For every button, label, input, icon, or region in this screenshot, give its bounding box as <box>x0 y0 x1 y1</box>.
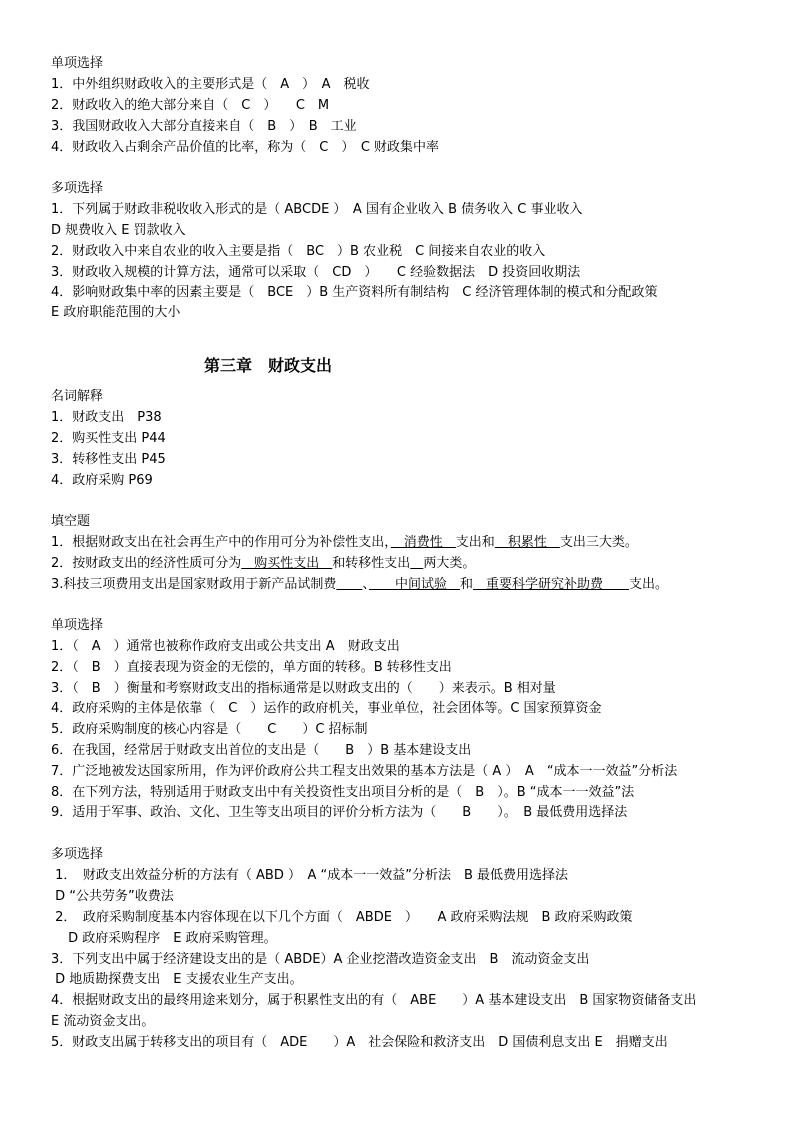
term-line: 1．财政支出 P38 <box>51 410 162 425</box>
blank-answer: 消费性 <box>390 535 456 550</box>
question-line: 9．适用于军事、政治、文化、卫生等支出项目的评价分析方法为（ B ）。 B 最低费用选择法 <box>51 805 628 820</box>
question-line: 3．我国财政收入大部分直接来自（ B ） B 工业 <box>51 119 357 134</box>
question-line: D 地质勘探费支出 E 支援农业生产支出。 <box>51 972 303 987</box>
question-line: 1．下列属于财政非税收收入形式的是（ ABCDE ） A 国有企业收入 B 债务收入 C 事业收入 <box>51 202 583 217</box>
fill-blank-line: 3.科技三项费用支出是国家财政用于新产品试制费 、 中间试验 和 重要科学研究补助费 支出。 <box>51 577 668 592</box>
section-heading: 单项选择 <box>51 56 104 71</box>
question-line: 5．政府采购制度的核心内容是（ C ）C 招标制 <box>51 722 368 737</box>
question-line: E 流动资金支出。 <box>51 1014 155 1029</box>
section-heading: 单项选择 <box>51 618 104 633</box>
section-heading: 多项选择 <box>51 847 104 862</box>
question-line: D “公共劳务”收费法 <box>51 889 174 904</box>
question-line: 4．影响财政集中率的因素主要是（ BCE ）B 生产资料所有制结构 C 经济管理体制的模式和分配政策 <box>51 285 658 300</box>
blank-answer: 购买性支出 <box>241 556 333 571</box>
question-line: 3．（ B ）衡量和考察财政支出的指标通常是以财政支出的（ ）来表示。B 相对量 <box>51 681 556 696</box>
blank-answer <box>410 556 423 571</box>
question-line: 3．财政收入规模的计算方法，通常可以采取（ CD ） C 经验数据法 D 投资回收期法 <box>51 265 581 280</box>
question-line: 1．（ A ）通常也被称作政府支出或公共支出 A 财政支出 <box>51 639 400 654</box>
fill-blank-line: 2．按财政支出的经济性质可分为 购买性支出 和转移性支出 两大类。 <box>51 556 476 571</box>
question-line: 1． 财政支出效益分析的方法有（ ABD ） A “成本一一效益”分析法 B 最低费用选择法 <box>51 868 569 883</box>
question-line: 3．下列支出中属于经济建设支出的是（ ABDE）A 企业挖潜改造资金支出 B 流动资金支出 <box>51 952 590 967</box>
term-line: 3．转移性支出 P45 <box>51 452 166 467</box>
blank-answer: 积累性 <box>494 535 560 550</box>
term-line: 4．政府采购 P69 <box>51 473 153 488</box>
question-line: 2． 政府采购制度基本内容体现在以下几个方面（ ABDE ） A 政府采购法规 B 政府采购政策 <box>51 910 633 925</box>
question-line: 8．在下列方法，特别适用于财政支出中有关投资性支出项目分析的是（ B ）。B “成本一一效益”法 <box>51 785 635 800</box>
question-line: 1．中外组织财政收入的主要形式是（ A ） A 税收 <box>51 77 370 92</box>
question-line: 2．财政收入的绝大部分来自（ C ） C M <box>51 98 330 113</box>
section-heading: 填空题 <box>51 514 91 529</box>
question-line: 4．政府采购的主体是依靠（ C ）运作的政府机关，事业单位，社会团体等。C 国家预算资金 <box>51 701 602 716</box>
question-line: 4．根据财政支出的最终用途来划分，属于积累性支出的有（ ABE ）A 基本建设支出 B 国家物资储备支出 <box>51 993 697 1008</box>
chapter-title: 第三章 财政支出 <box>204 356 333 375</box>
question-line: 6．在我国，经常居于财政支出首位的支出是（ B ）B 基本建设支出 <box>51 743 472 758</box>
blank-answer: 重要科学研究补助费 <box>472 577 629 592</box>
question-line: D 规费收入 E 罚款收入 <box>51 223 186 238</box>
fill-blank-line: 1．根据财政支出在社会再生产中的作用可分为补偿性支出， 消费性 支出和 积累性 支出三大类。 <box>51 535 638 550</box>
blank-answer: 中间试验 <box>368 577 460 592</box>
question-line: 2．（ B ）直接表现为资金的无偿的，单方面的转移。B 转移性支出 <box>51 660 452 675</box>
question-line: E 政府职能范围的大小 <box>51 305 181 320</box>
question-line: D 政府采购程序 E 政府采购管理。 <box>51 931 277 946</box>
question-line: 2．财政收入中来自农业的收入主要是指（ BC ）B 农业税 C 间接来自农业的收入 <box>51 244 546 259</box>
term-line: 2．购买性支出 P44 <box>51 431 166 446</box>
question-line: 7．广泛地被发达国家所用，作为评价政府公共工程支出效果的基本方法是（ A ） A “成本一一效益”分析法 <box>51 764 678 779</box>
question-line: 5．财政支出属于转移支出的项目有（ ADE ）A 社会保险和救济支出 D 国债利息支出 E 捐赠支出 <box>51 1035 668 1050</box>
question-line: 4．财政收入占剩余产品价值的比率，称为（ C ） C 财政集中率 <box>51 140 440 155</box>
section-heading: 多项选择 <box>51 181 104 196</box>
section-heading: 名词解释 <box>51 389 104 404</box>
blank-answer <box>336 577 362 592</box>
